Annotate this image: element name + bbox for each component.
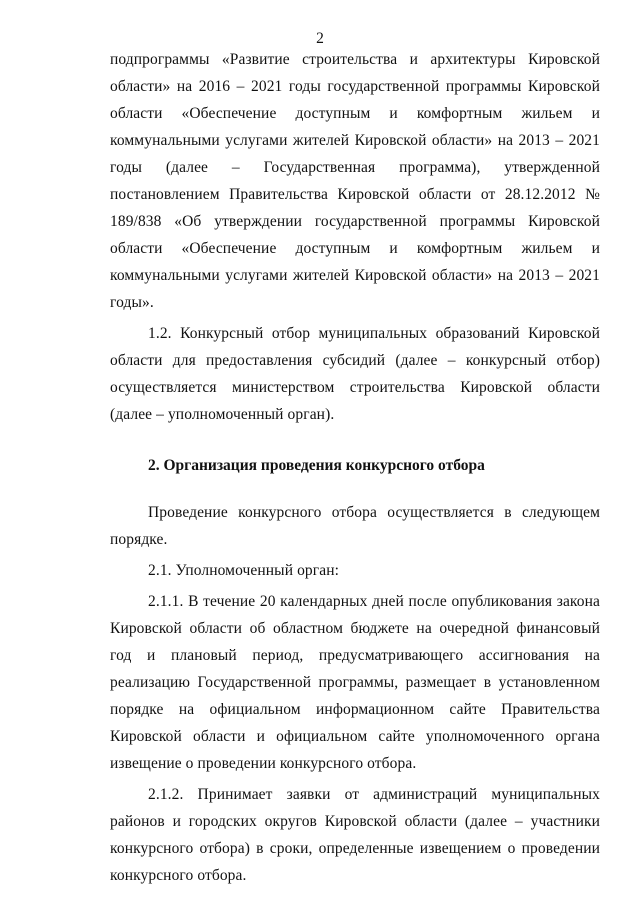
paragraph-2-1-1: 2.1.1. В течение 20 календарных дней после опубликования закона Кировской области об областном бюджете на очередной финансовый год и плановый период, предусматривающего ассигнования на реализацию Государственной программы, размещает в установленном порядке на официальном информационном сайте Правительства Кировской области и официальном сайте уполномоченного органа извещение о проведении конкурсного отбора. — [110, 593, 600, 772]
paragraph-subprogram: подпрограммы «Развитие строительства и архитектуры Кировской области» на 2016 – 2021 годы государственной программы Кировской области «Обеспечение доступным и комфортным жильем и коммунальными услугами жителей Кировской области» на 2013 – 2021 годы (далее – Государственная программа), утвержденной постановлением Правительства Кировской области от 28.12.2012 № 189/838 «Об утверждении государственной программы Кировской области «Обеспечение доступным и комфортным жильем и коммунальными услугами жителей Кировской области» на 2013 – 2021 годы». — [110, 51, 600, 311]
section-heading: 2. Организация проведения конкурсного отбора — [148, 457, 485, 474]
paragraph-1-2: 1.2. Конкурсный отбор муниципальных образований Кировской области для предоставления субсидий (далее – конкурсный отбор) осуществляется министерством строительства Кировской области (далее – уполномоченный орган). — [110, 325, 600, 423]
paragraph-2-1: 2.1. Уполномоченный орган: — [148, 562, 340, 579]
document-body — [110, 46, 600, 889]
paragraph-procedure: Проведение конкурсного отбора осуществляется в следующем порядке. — [110, 504, 600, 548]
paragraph-2-1-2: 2.1.2. Принимает заявки от администраций муниципальных районов и городских округов Кировской области (далее – участники конкурсного отбора) в сроки, определенные извещением о проведении конкурсного отбора. — [110, 786, 600, 884]
page-number: 2 — [316, 30, 324, 47]
